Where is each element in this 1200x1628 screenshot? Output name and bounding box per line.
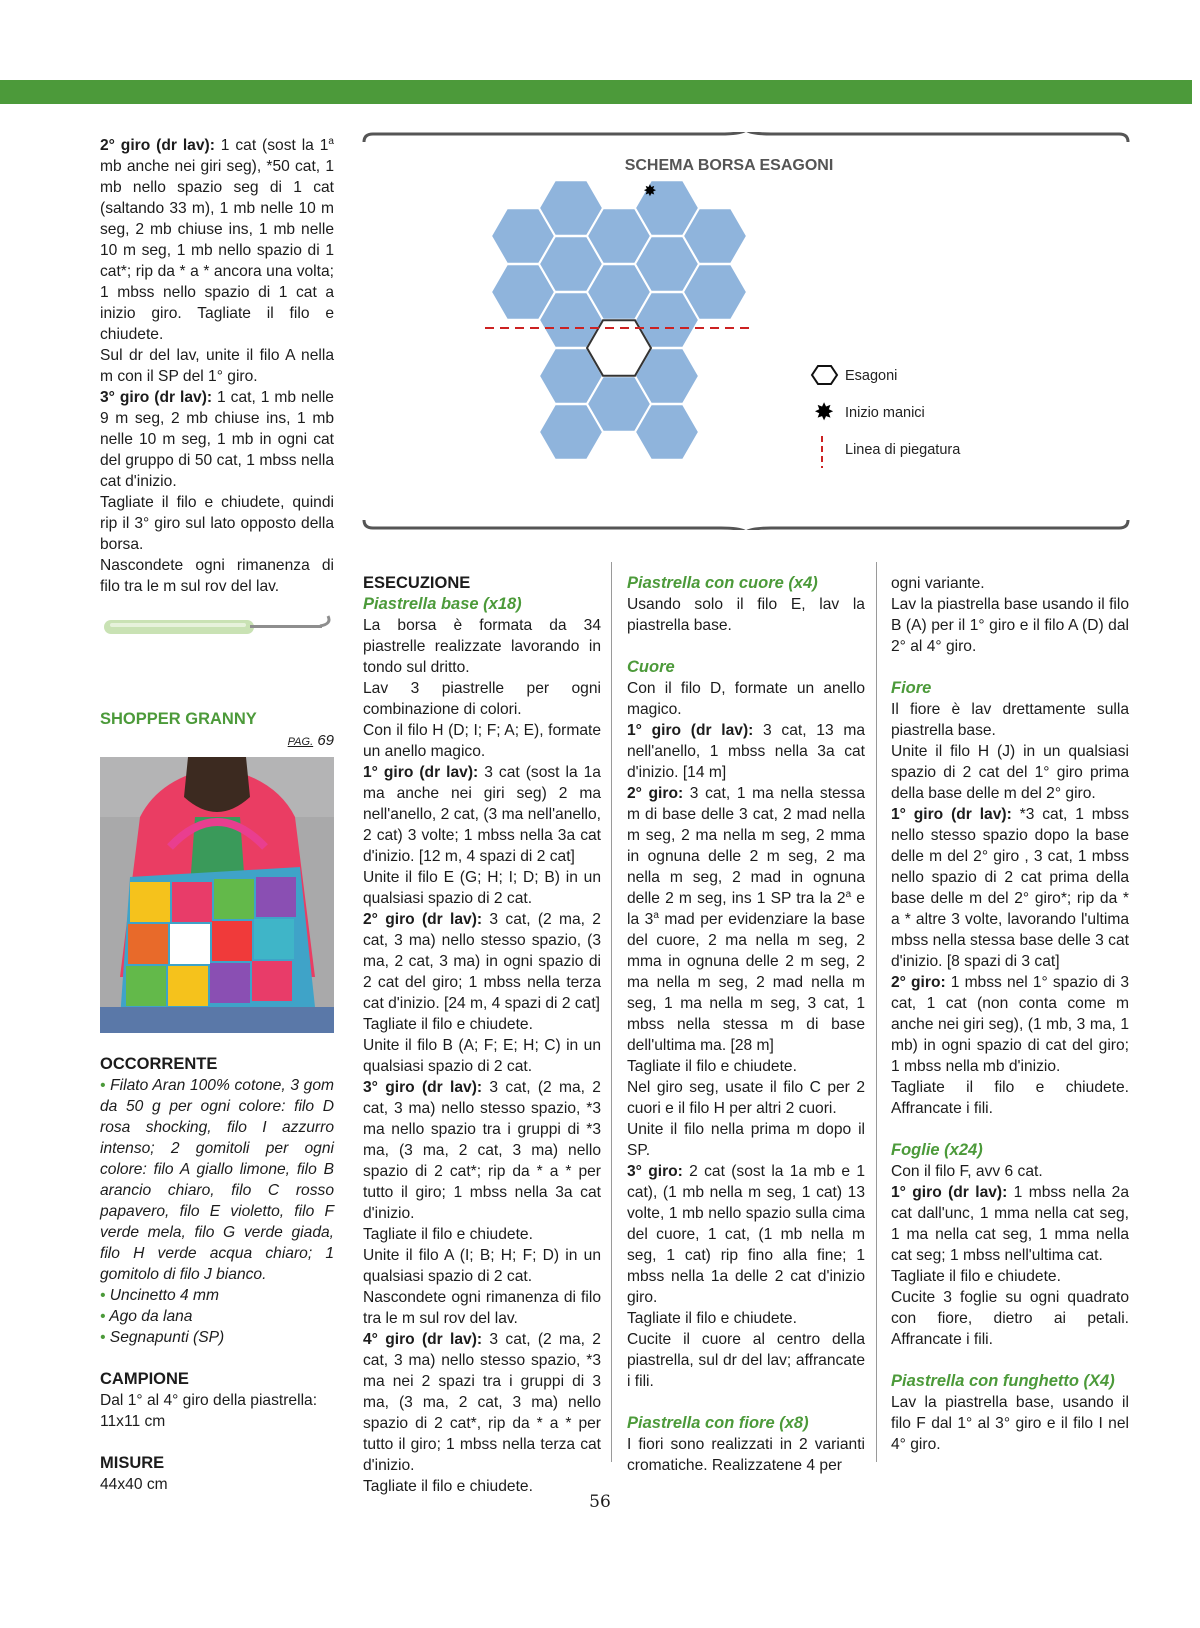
paragraph: Usando solo il filo E, lav la piastrella base.: [627, 596, 865, 634]
paragraph: Tagliate il filo e chiudete.: [627, 1310, 797, 1327]
paragraph: 2° giro (dr lav): 3 cat, (2 ma, 2 cat, 3 ma) nello stesso spazio, (3 ma, 2 cat, 3 ma) in ogni spazio di 2 cat del giro; 1 mbss nella terza cat d'inizio. [24 m, 4 spazi di 2 cat]: [363, 911, 601, 1012]
column-divider: [611, 562, 612, 1462]
column-2: [363, 573, 601, 1497]
paragraph: 4° giro (dr lav): 3 cat, (2 ma, 2 cat, 3 ma) nello stesso spazio, *3 ma nei 2 spazi tra i gruppi di 3 ma, (3 ma, 2 cat, 3 ma) nello spazio di 2 cat*, rip da * a * per tutto il giro; 1 mbss nella terza cat d'inizio.: [363, 1331, 601, 1474]
paragraph: Tagliate il filo e chiudete.: [363, 1226, 533, 1243]
paragraph: 1° giro (dr lav): *3 cat, 1 mbss nello stesso spazio dopo la base delle m del 2° giro , 3 cat, 1 mbss nello spazio di 2 cat prima della base delle m del 2° giro*; rip da * a * altre 3 volte, lavorando l'ultima mbss nella stessa base delle 3 cat d'inizio. [8 spazi di 3 cat]: [891, 806, 1129, 970]
section-heading: Fiore: [891, 679, 932, 697]
paragraph: Nascondete ogni rimanenza di filo tra le m sul rov del lav.: [363, 1289, 601, 1327]
column-4: [891, 573, 1129, 1455]
legend-label: Linea di piegatura: [845, 442, 961, 458]
column-3: [627, 573, 865, 1476]
paragraph: Lav la piastrella base, usando il filo F dal 1° al 3° giro e il filo I nel 4° giro.: [891, 1394, 1129, 1453]
star-legend-icon: ✸: [813, 399, 835, 426]
paragraph: Lav 3 piastrelle per ogni combinazione di colori.: [363, 680, 601, 718]
paragraph: Nascondete ogni rimanenza di filo tra le m sul rov del lav.: [100, 557, 334, 595]
section-heading: Piastrella con funghetto (X4): [891, 1372, 1115, 1390]
paragraph: Con il filo D, formate un anello magico.: [627, 680, 865, 718]
paragraph: 1° giro (dr lav): 3 cat (sost la 1a ma anche nei giri seg) 2 ma nell'anello, 2 cat, (3 ma nell'anello, 2 cat) 3 volte; 1 mbss nella 3a cat d'inizio. [12 m, 4 spazi di 2 cat]: [363, 764, 601, 865]
crochet-hook-icon: [100, 614, 336, 642]
section-heading: Cuore: [627, 658, 675, 676]
column-1: [100, 135, 334, 1495]
paragraph: Unite il filo nella prima m dopo il SP.: [627, 1121, 865, 1159]
misure-text: 44x40 cm: [100, 1476, 168, 1493]
shopper-title: SHOPPER GRANNY: [100, 710, 257, 728]
paragraph: 3° giro (dr lav): 1 cat, 1 mb nelle 9 m seg, 2 mb chiuse ins, 1 mb nelle 10 m seg, 1 mb in ogni cat del gruppo di 50 cat, 1 mbss nella cat d'inizio.: [100, 389, 334, 490]
paragraph: Cucite il cuore al centro della piastrella, sul dr del lav; affrancate i fili.: [627, 1331, 865, 1390]
diagram-title: SCHEMA BORSA ESAGONI: [624, 157, 834, 174]
paragraph: Tagliate il filo e chiudete. Affrancate i fili.: [891, 1079, 1129, 1117]
paragraph: Unite il filo H (J) in un qualsiasi spazio di 2 cat del 1° giro prima della base delle m del 2° giro.: [891, 743, 1129, 802]
top-green-bar: [0, 80, 1192, 104]
paragraph: Nel giro seg, usate il filo C per 2 cuori e il filo H per altri 2 cuori.: [627, 1079, 865, 1117]
paragraph: ogni variante.: [891, 575, 985, 592]
paragraph: Lav la piastrella base usando il filo B (A) per il 1° giro e il filo A (D) dal 2° al 4° giro.: [891, 596, 1129, 655]
paragraph: Unite il filo B (A; F; E; H; C) in un qualsiasi spazio di 2 cat.: [363, 1037, 601, 1075]
paragraph: 1° giro (dr lav): 3 cat, 13 ma nell'anello, 1 mbss nella 3a cat d'inizio. [14 m]: [627, 722, 865, 781]
page-number: 56: [589, 1492, 611, 1512]
hexagon-grid: [491, 180, 747, 459]
column-divider: [876, 562, 877, 1462]
paragraph: Tagliate il filo e chiudete.: [363, 1016, 533, 1033]
list-item: • Segnapunti (SP): [100, 1329, 225, 1346]
paragraph: 3° giro: 2 cat (sost la 1a mb e 1 cat), (1 mb nella m seg, 1 cat) 13 volte, 1 mb nello spazio sulla cima del cuore, 1 cat, (1 mb nella m seg, 1 cat) rip fino alla fine; 1 mbss nella 1a delle 2 cat d'inizio giro.: [627, 1163, 865, 1306]
hexagon-legend-icon: [812, 366, 837, 384]
paragraph: 1° giro (dr lav): 1 mbss nella 2a cat dall'unc, 1 mma nella cat seg, 1 ma nella cat seg, 1 mma nella cat seg; 1 mbss nell'ultima cat.: [891, 1184, 1129, 1264]
list-item: • Filato Aran 100% cotone, 3 gom da 50 g per ogni colore: filo D rosa shocking, filo I azzurro intenso; 2 gomitoli per ogni colore: filo A giallo limone, filo B arancio chiaro, filo C rosso papavero, filo E violetto, filo F verde mela, filo G verde giada, filo H verde acqua chiaro; 1 gomitolo di filo J bianco.: [100, 1077, 335, 1283]
paragraph: Tagliate il filo e chiudete.: [363, 1478, 533, 1495]
paragraph: La borsa è formata da 34 piastrelle realizzate lavorando in tondo sul dritto.: [363, 617, 601, 676]
legend-label: Inizio manici: [845, 405, 925, 421]
paragraph: Con il filo F, avv 6 cat.: [891, 1163, 1043, 1180]
section-heading: Piastrella base (x18): [363, 595, 522, 613]
paragraph: Unite il filo E (G; H; I; D; B) in un qualsiasi spazio di 2 cat.: [363, 869, 601, 907]
section-heading: Piastrella con fiore (x8): [627, 1414, 809, 1432]
paragraph: Tagliate il filo e chiudete, quindi rip il 3° giro sul lato opposto della borsa.: [100, 494, 334, 553]
handle-start-marker-icon: ✸: [643, 183, 657, 200]
page-reference: PAG. 69: [287, 732, 334, 749]
bag-photo: [100, 757, 334, 1033]
campione-text: Dal 1° al 4° giro della piastrella: 11x11 cm: [100, 1392, 318, 1430]
legend-label: Esagoni: [845, 368, 898, 384]
paragraph: Unite il filo A (I; B; H; F; D) in un qualsiasi spazio di 2 cat.: [363, 1247, 601, 1285]
paragraph: 3° giro (dr lav): 3 cat, (2 ma, 2 cat, 3 ma) nello stesso spazio, *3 ma nello spazio tra i gruppi di *3 ma, (3 ma, 2 cat, 3 ma) nello spazio di 2 cat*; rip da * a * per tutto il giro; 1 mbss nella 3a cat d'inizio.: [363, 1079, 601, 1222]
paragraph: Con il filo H (D; I; F; A; E), formate un anello magico.: [363, 722, 601, 760]
list-item: • Ago da lana: [100, 1308, 193, 1325]
section-heading: Piastrella con cuore (x4): [627, 574, 818, 592]
paragraph: Sul dr del lav, unite il filo A nella m con il SP del 1° giro.: [100, 347, 334, 385]
paragraph: Tagliate il filo e chiudete.: [627, 1058, 797, 1075]
paragraph: 2° giro: 3 cat, 1 ma nella stessa m di base delle 3 cat, 2 mad nella m seg, 2 ma nella m seg, 2 mma in ognuna delle 2 m seg, 2 ma nella m seg, 2 mad in ognuna delle 2 m seg, ins 1 SP tra la 2$^a$ e la 3$^a$ mad per evidenziare la base del cuore, 2 ma nella m seg, 2 mma in ognuna delle 2 m seg, 2 ma nella m seg, 2 mad nella m seg, 1 ma nella m seg, 3 cat, 1 mbss nella stessa m di base dell'ultima ma. [28 m]: [627, 785, 865, 1054]
paragraph: 2° giro (dr lav): 1 cat (sost la 1$^a$ mb anche nei giri seg), *50 cat, 1 mb nello spazio seg di 1 cat (saltando 33 m), 1 mb nelle 10 m seg, 2 mb chiuse ins, 1 mb nelle 10 m seg, 1 mb nello spazio di 1 cat*; rip da * a * ancora una volta; 1 mbss nello spazio di 1 cat a inizio giro. Tagliate il filo e chiudete.: [100, 135, 334, 343]
section-heading: Foglie (x24): [891, 1141, 983, 1159]
occorrente-title: OCCORRENTE: [100, 1055, 218, 1073]
misure-title: MISURE: [100, 1454, 165, 1472]
campione-title: CAMPIONE: [100, 1370, 189, 1388]
esecuzione-title: ESECUZIONE: [363, 574, 471, 592]
paragraph: Cucite 3 foglie su ogni quadrato con fiore, dietro ai petali. Affrancate i fili.: [891, 1289, 1129, 1348]
paragraph: I fiori sono realizzati in 2 varianti cromatiche. Realizzatene 4 per: [627, 1436, 865, 1474]
list-item: • Uncinetto 4 mm: [100, 1287, 219, 1304]
paragraph: Tagliate il filo e chiudete.: [891, 1268, 1061, 1285]
paragraph: Il fiore è lav drettamente sulla piastrella base.: [891, 701, 1129, 739]
paragraph: 2° giro: 1 mbss nel 1° spazio di 3 cat, 1 cat (non conta come m anche nei giri seg), (1 mb, 3 ma, 1 mb) in ogni spazio di cat del giro; 1 mbss nella mb d'inizio.: [891, 974, 1129, 1075]
hexagon-bag-diagram: [361, 132, 1131, 530]
